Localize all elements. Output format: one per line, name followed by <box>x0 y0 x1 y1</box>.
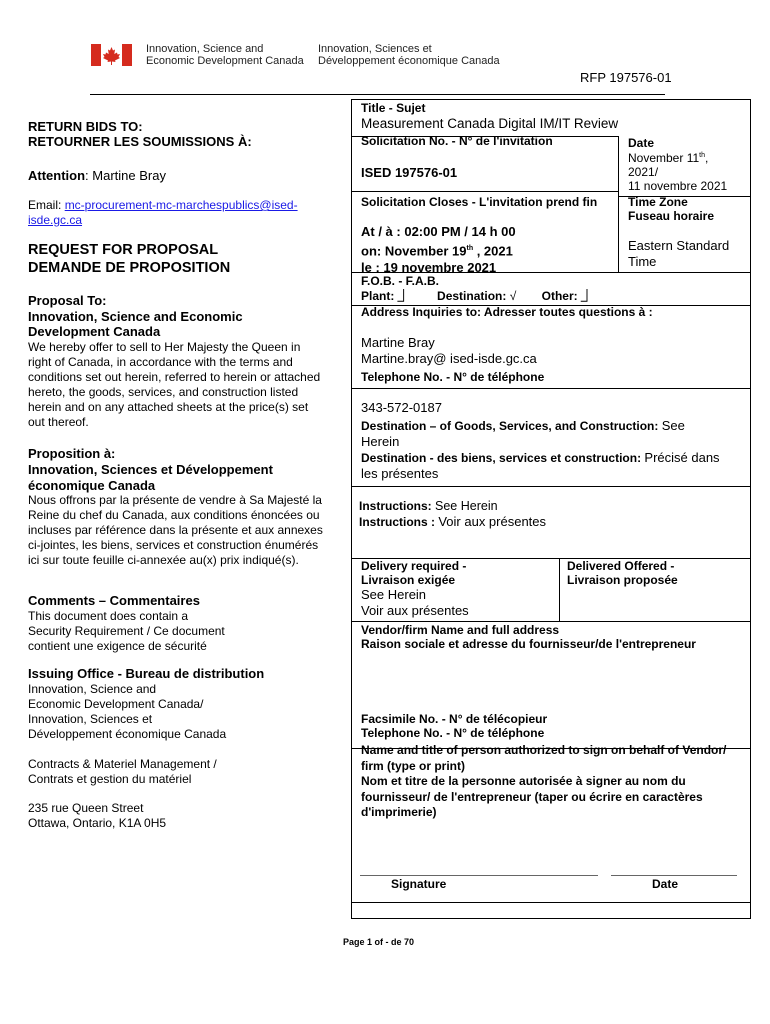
delivery-required-value-fr: Voir aux présentes <box>361 603 469 618</box>
email-label: Email: <box>28 198 65 212</box>
destination-biens <box>361 450 720 482</box>
signature-label: Signature <box>391 877 447 891</box>
telephone2-label: Telephone No. - N° de téléphone <box>361 726 545 740</box>
proposal-text-line: out thereof. <box>28 415 89 429</box>
date-value <box>628 149 727 193</box>
date-fr: 11 novembre 2021 <box>628 179 728 193</box>
date-sign-label: Date <box>652 877 679 891</box>
department-name-fr <box>318 43 500 67</box>
divider <box>352 621 751 622</box>
fax-label: Facsimile No. - N° de télécopieur <box>361 712 548 726</box>
date-label: Date <box>628 136 655 150</box>
time-zone-value-line: Time <box>628 254 657 269</box>
destination-biens-label: Destination - des biens, services et construction: <box>361 451 645 465</box>
destination-goods-value-2: Herein <box>361 434 400 449</box>
closes-on-sup: th <box>466 245 474 252</box>
authorized-line: d'imprimerie) <box>361 805 437 819</box>
contact-details <box>361 335 537 367</box>
solicitation-label: Solicitation No. - N° de l'invitation <box>361 134 553 148</box>
proposal-text-line: hereto, the goods, services, and construction listed <box>28 385 299 399</box>
solicitation-value: ISED 197576-01 <box>361 165 458 180</box>
proposal-to-org1: Innovation, Science and Economic <box>28 309 243 324</box>
fob-label: F.O.B. - F.A.B. <box>361 274 439 288</box>
return-bids-fr: RETOURNER LES SOUMISSIONS À: <box>28 134 252 149</box>
proposition-text-line: ci-jointes, les biens, services et construction énumérés <box>28 538 319 552</box>
date-en: November 11 <box>628 151 700 165</box>
authorized-line: Nom et titre de la personne autorisée à signer au nom du <box>361 774 686 788</box>
title-label: Title - Sujet <box>361 101 426 115</box>
proposition-text-line: Reine du chef du Canada, aux conditions énoncées ou <box>28 508 320 522</box>
proposal-text-line: We hereby offer to sell to Her Majesty the Queen in <box>28 340 301 354</box>
proposal-text <box>28 340 320 430</box>
proposition-label: Proposition à: <box>28 446 116 461</box>
attention-value: : Martine Bray <box>85 168 166 183</box>
proposal-to-label: Proposal To: <box>28 293 107 308</box>
proposal-text-line: conditions set out herein, referred to herein or attached <box>28 370 321 384</box>
rfp-title-en: REQUEST FOR PROPOSAL <box>28 242 219 258</box>
comments-text-line: This document does contain a <box>28 609 189 623</box>
comments-text-line: contient une exigence de sécurité <box>28 639 207 653</box>
instructions-fr-label: Instructions : <box>359 515 439 529</box>
proposition-text-line: incluses par référence dans la présente et aux annexes <box>28 523 323 537</box>
time-zone-label-en: Time Zone <box>628 195 688 209</box>
closes-details <box>361 223 516 276</box>
dept-en-line1: Innovation, Science and <box>146 43 264 55</box>
destination-goods-value: See <box>661 418 685 433</box>
closes-on: on: November 19 <box>361 243 467 259</box>
signature-line <box>360 875 598 876</box>
delivery-required <box>361 559 469 619</box>
page-number: Page 1 of - de 70 <box>343 937 415 947</box>
divider <box>559 558 560 621</box>
email-link-line2[interactable]: isde.gc.ca <box>28 213 83 227</box>
issuing-office-lines <box>28 682 226 742</box>
issuing-office-line: Innovation, Science and <box>28 682 157 696</box>
dept-fr-line1: Innovation, Sciences et <box>318 43 432 55</box>
divider <box>618 136 619 272</box>
time-zone-value <box>628 238 729 270</box>
issuing-office-line: Développement économique Canada <box>28 727 227 741</box>
destination-goods <box>361 418 685 450</box>
department-name-en <box>146 43 304 67</box>
delivery-required-value: See Herein <box>361 587 427 602</box>
dept-en-line2: Economic Development Canada <box>146 55 304 67</box>
dept-fr-line2: Développement économique Canada <box>318 55 500 67</box>
contracts-lines <box>28 757 217 787</box>
comments-text <box>28 609 225 654</box>
proposition-text-line: Nous offrons par la présente de vendre à Sa Majesté la <box>28 493 322 507</box>
divider <box>352 388 751 389</box>
destination-checkbox[interactable]: √ <box>509 289 517 303</box>
contact-email: Martine.bray@ ised-isde.gc.ca <box>361 351 537 366</box>
instructions-fr-value: Voir aux présentes <box>438 514 547 529</box>
date-en-sup: th <box>699 152 705 159</box>
delivered-offered-label-fr: Livraison proposée <box>567 573 678 587</box>
contact-name: Martine Bray <box>361 335 435 350</box>
destination-label: Destination: <box>437 289 510 303</box>
solicitation-box <box>351 99 751 919</box>
closes-on-year: , 2021 <box>473 243 513 259</box>
other-label: Other: <box>541 289 581 303</box>
divider <box>352 486 751 487</box>
time-zone-value-line: Eastern Standard <box>628 238 730 253</box>
rfp-title-fr: DEMANDE DE PROPOSITION <box>28 260 231 276</box>
proposition-text-line: ici sur toute feuille ci-annexée au(x) prix indiqué(s). <box>28 553 299 567</box>
comments-label: Comments – Commentaires <box>28 593 200 608</box>
destination-biens-value-2: les présentes <box>361 466 439 481</box>
proposal-text-line: herein and on any attached sheets at the price(s) set <box>28 400 309 414</box>
attention-line <box>28 168 166 183</box>
date-en-comma: , <box>705 151 709 165</box>
contracts-line: Contracts & Materiel Management / <box>28 757 217 771</box>
closes-fr: le : 19 novembre 2021 <box>361 260 497 276</box>
delivery-required-label-en: Delivery required - <box>361 559 467 573</box>
address-line: Ottawa, Ontario, K1A 0H5 <box>28 816 167 830</box>
rfp-number: RFP 197576-01 <box>580 70 672 85</box>
plant-checkbox[interactable]: ⏌ <box>397 289 410 303</box>
canada-flag-icon <box>91 44 132 66</box>
telephone-label: Telephone No. - N° de téléphone <box>361 370 545 384</box>
instructions <box>359 498 546 530</box>
closes-label: Solicitation Closes - L'invitation prend fin <box>361 195 598 209</box>
destination-biens-value: Précisé dans <box>644 450 720 465</box>
return-bids-en: RETURN BIDS TO: <box>28 119 143 134</box>
date-sign-line <box>611 875 737 876</box>
proposal-text-line: right of Canada, in accordance with the terms and <box>28 355 293 369</box>
email-line <box>28 198 298 228</box>
delivered-offered <box>567 559 678 587</box>
delivery-required-label-fr: Livraison exigée <box>361 573 456 587</box>
issuing-office-line: Innovation, Sciences et <box>28 712 153 726</box>
header-divider <box>90 94 665 95</box>
destination-goods-label: Destination – of Goods, Services, and Construction: <box>361 419 662 433</box>
comments-text-line: Security Requirement / Ce document <box>28 624 225 638</box>
issuing-office-label: Issuing Office - Bureau de distribution <box>28 666 265 681</box>
date-en-year: 2021/ <box>628 165 659 179</box>
closes-time: At / à : 02:00 PM / 14 h 00 <box>361 224 516 239</box>
title-value: Measurement Canada Digital IM/IT Review <box>361 116 619 131</box>
authorized-line: Name and title of person authorized to sign on behalf of Vendor/ <box>361 743 727 757</box>
fob-options <box>361 289 593 303</box>
issuing-office-line: Economic Development Canada/ <box>28 697 204 711</box>
address-line: 235 rue Queen Street <box>28 801 144 815</box>
divider <box>352 902 751 903</box>
proposal-to-org2: Development Canada <box>28 324 161 339</box>
other-checkbox[interactable]: ⏌ <box>580 289 593 303</box>
instructions-value: See Herein <box>435 499 498 513</box>
email-link-line1[interactable]: mc-procurement-mc-marchespublics@ised- <box>64 198 298 212</box>
plant-label: Plant: <box>361 289 398 303</box>
attention-label: Attention <box>28 168 86 183</box>
address-inquiries-label: Address Inquiries to: Adresser toutes questions à : <box>361 305 653 319</box>
proposition-text <box>28 493 323 568</box>
time-zone-label-fr: Fuseau horaire <box>628 209 715 223</box>
authorized-person <box>361 743 726 821</box>
proposition-org2: économique Canada <box>28 478 156 493</box>
vendor-label-fr: Raison sociale et adresse du fournisseur/de l'entrepreneur <box>361 637 696 651</box>
authorized-line: firm (type or print) <box>361 758 465 773</box>
authorized-line: fournisseur/ de l'entrepreneur (taper ou écrire en caractères <box>361 789 703 804</box>
vendor-label-en: Vendor/firm Name and full address <box>361 623 560 637</box>
contracts-line: Contrats et gestion du matériel <box>28 772 192 786</box>
telephone-value: 343-572-0187 <box>361 400 442 415</box>
instructions-label: Instructions: <box>359 499 436 513</box>
delivered-offered-label-en: Delivered Offered - <box>567 559 675 573</box>
address-lines <box>28 801 166 831</box>
divider <box>352 191 618 192</box>
proposition-org1: Innovation, Sciences et Développement <box>28 462 273 477</box>
